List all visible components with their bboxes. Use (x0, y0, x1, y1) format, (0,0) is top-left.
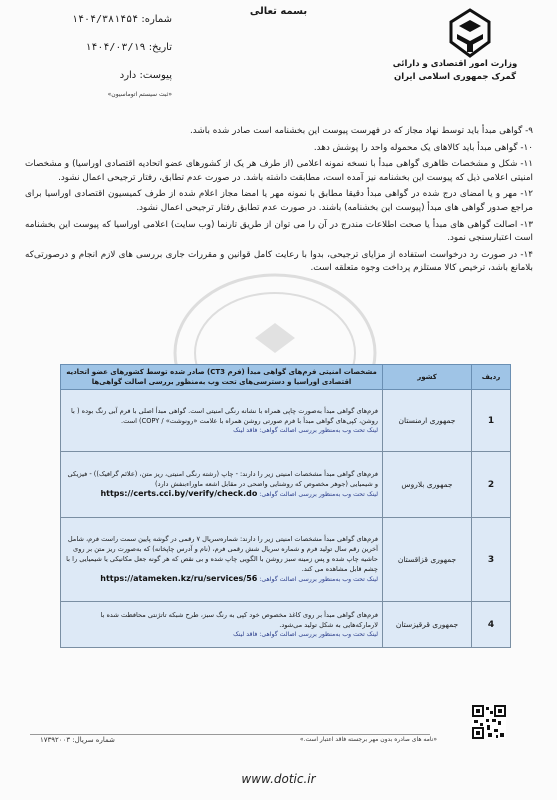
source-website: www.dotic.ir (241, 772, 316, 786)
row-link-label: لینک تحت وب به‌منظور بررسی اصالت گواهی: فاقد لینک (233, 426, 378, 434)
qr-code-icon (472, 705, 506, 739)
footer-validity-note: «نامه های صادره بدون مهر برجسته فاقد اعتبار است.» (299, 736, 437, 743)
serial-value: ۱۷۳۹۲۰۰۳ (40, 736, 71, 744)
customs-logo-icon (441, 8, 499, 60)
paragraph-13: ۱۳- اصالت گواهی های مبدأ یا صحت اطلاعات مندرج در آن را می توان از طریق تارنما (وب سایت) اعلامی اوراسیا که پیوست این بخشنامه است اعتبارسنجی نمود. (25, 219, 533, 244)
row-country: جمهوری ارمنستان (383, 390, 472, 452)
row-description-text: فرم‌های گواهی مبدأ مشخصات امنیتی زیر را دارند: - چاپ (رشته رنگی امنیتی، ریز متن، (علائم گرافیک)) - فیزیکی و شیمیایی (جوهر مخصوص که روشنایی واضحی در مقابل اشعه ماوراءبنفش دارد) (67, 470, 378, 488)
paragraph-10: ۱۰- گواهی مبدأ باید کالاهای یک محموله واحد را پوشش دهد. (313, 142, 533, 153)
paragraph-11: ۱۱- شکل و مشخصات ظاهری گواهی مبدأ با نسخه نمونه اعلامی (از طرف هر یک از کشورهای عضو اتحادیه اقتصادی اوراسیا) و مشخصات امنیتی اعلامی ذیل که پیوست این بخشنامه نیز آمده است، مطابقت داشته باشد. در صورت عدم تطابق، رفتار ترجیحی اعمال نشود. (25, 159, 533, 183)
row-description (61, 452, 383, 518)
belarus-verify-link[interactable]: https://certs.cci.by/verify/check.do (100, 489, 258, 498)
row-number: 4 (472, 602, 511, 648)
paragraph-12: ۱۲- مهر و یا امضای درج شده در گواهی مبدأ دقیقا مطابق با نمونه مهر یا امضا مجاز اعلام شده از طرف کمیسیون اقتصادی اوراسیا برای مراجع صدور گواهی های مبدأ (پیوست این بخشنامه) باشند. در صورت عدم تطابق رفتار ترجیحی اعمال نشود. (25, 189, 533, 213)
security-features-table (60, 364, 511, 648)
row-number: 3 (472, 518, 511, 602)
table-row (61, 390, 511, 452)
row-country: جمهوری قزاقستان (383, 518, 472, 602)
attachment-value: دارد (119, 70, 137, 81)
organization-name (375, 58, 535, 84)
table-row (61, 518, 511, 602)
footer-divider (30, 734, 430, 735)
column-header-country: کشور (383, 365, 472, 390)
row-link-label: لینک تحت وب به‌منظور بررسی اصالت گواهی: فاقد لینک (233, 630, 378, 638)
paragraph-9: ۹- گواهی مبدأ باید توسط نهاد مجاز که در فهرست پیوست این بخشنامه است صادر شده باشد. (189, 126, 533, 136)
row-number: 2 (472, 452, 511, 518)
kazakhstan-verify-link[interactable]: https://atameken.kz/ru/services/56 (100, 574, 258, 583)
row-description-text: فرم‌های گواهی مبدأ بر روی کاغذ مخصوص خود کپی به رنگ سبز، طرح شبکه تاتژنتی محافظت شده با لارمارکه‌هایی به شکل تولید می‌شود. (100, 610, 378, 629)
row-description (61, 602, 383, 648)
row-number: 1 (472, 390, 511, 452)
table-header-row (61, 365, 511, 390)
row-description (61, 390, 383, 452)
serial-label: شماره سریال: (72, 736, 115, 744)
row-link-caption: لینک تحت وب به‌منظور بررسی اصالت گواهی: (259, 491, 378, 498)
footer-serial (40, 736, 115, 744)
letter-meta (22, 6, 172, 100)
letter-date-row (22, 34, 172, 62)
circular-paragraphs (25, 125, 533, 279)
org-line-ministry: وزارت امور اقتصادی و دارائی (392, 59, 518, 69)
date-label: تاریخ: (148, 42, 172, 53)
date-value: ۱۴۰۴/۰۳/۱۹ (85, 42, 146, 53)
table-row (61, 602, 511, 648)
letter-attachment-row (22, 62, 172, 90)
letter-number-row (22, 6, 172, 34)
row-description (61, 518, 383, 602)
row-description-text: فرم‌های گواهی مبدأ مشخصات امنیتی زیر را دارند: شماره‌سریال ۷ رقمی در گوشه پایین سمت راست فرم، شامل آخرین رقم سال تولید فرم و شماره سریال شش رقمی فرم، (نام و آدرس چاپخانه) که به‌صورت ریز متن بر روی حاشیه چاپ شده و پس زمینه سبز روشن با الگویی چاپ شده و بی نقص که هر گونه جعل مکانیکی یا شیمیایی را با چشم قابل مشاهده می کند. (66, 535, 378, 573)
column-header-description: مشخصات امنیتی فرم‌های گواهی مبدأ (فرم CT3) صادر شده توسط کشورهای عضو اتحادیه اقتصادی اوراسیا و دسترسی‌های تحت وب به‌منظور بررسی اصالت گواهی‌ها (61, 365, 383, 390)
attachment-label: پیوست: (139, 70, 172, 81)
org-line-customs: گمرک جمهوری اسلامی ایران (393, 72, 517, 82)
row-link-label (65, 489, 378, 500)
column-header-row-number: ردیف (472, 365, 511, 390)
number-value: ۱۴۰۴/۳۸۱۴۵۴ (71, 14, 139, 25)
row-link-caption: لینک تحت وب به‌منظور بررسی اصالت گواهی: (259, 576, 378, 583)
row-country: جمهوری بلاروس (383, 452, 472, 518)
paragraph-14: ۱۴- در صورت رد درخواست استفاده از مزایای ترجیحی، بدوا با رعایت کامل قوانین و مقررات جاری بررسی های لازم انجام و درصورتی‌که بلامانع باشد، ترخیص کالا مستلزم پرداخت وجوه متعلقه است. (25, 249, 533, 274)
table-row (61, 452, 511, 518)
basmala: بسمه تعالی (249, 6, 308, 17)
row-country: جمهوری قرقیزستان (383, 602, 472, 648)
number-label: شماره: (141, 14, 172, 25)
row-description-text: فرم‌های گواهی مبدأ به‌صورت چاپی همراه با نشانه رنگی امنیتی است. گواهی مبدأ اصلی با فرم آبی رنگ بوده ( با روشن، کپی‌های گواهی مبدأ با فرم صورتی روشن همراه با علامت «رونوشت» / COPY) است. (71, 406, 378, 425)
row-link-label (65, 574, 378, 585)
system-note: «ثبت سیستم اتوماسیون» (107, 91, 172, 98)
